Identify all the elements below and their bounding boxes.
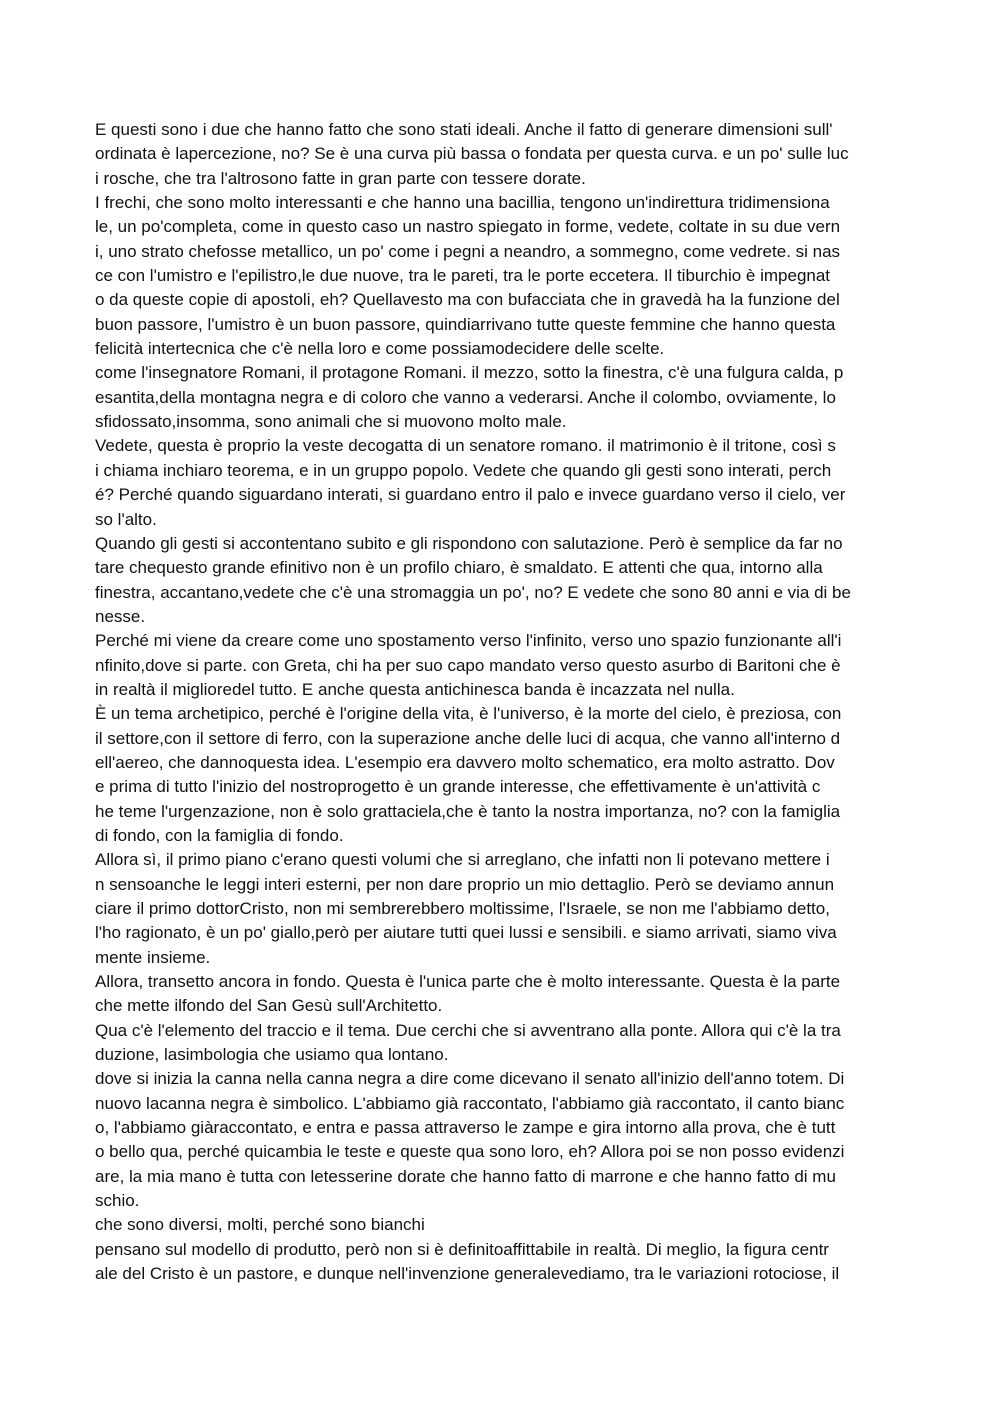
text-line: mente insieme. <box>95 947 211 967</box>
text-line: o da queste copie di apostoli, eh? Quellavesto ma con bufacciata che in gravedà ha la funzione del <box>95 290 840 310</box>
text-line: buon passore, l'umistro è un buon passore, quindiarrivano tutte queste femmine che hanno questa <box>95 314 836 334</box>
text-line: di fondo, con la famiglia di fondo. <box>95 825 344 845</box>
text-line: ce con l'umistro e l'epilistro,le due nuove, tra le pareti, tra le porte eccetera. Il tiburchio è impegnat <box>95 266 831 286</box>
text-line: he teme l'urgenzazione, non è solo grattaciela,che è tanto la nostra importanza, no? con la famiglia <box>95 801 841 821</box>
text-line: I frechi, che sono molto interessanti e che hanno una bacillia, tengono un'indirettura tridimensiona <box>95 193 830 213</box>
text-line: ordinata è lapercezione, no? Se è una curva più bassa o fondata per questa curva. e un po' sulle luc <box>95 144 849 164</box>
text-line: nfinito,dove si parte. con Greta, chi ha per suo capo mandato verso questo asurbo di Baritoni che è <box>95 655 841 675</box>
text-line: Allora, transetto ancora in fondo. Questa è l'unica parte che è molto interessante. Questa è la parte <box>95 972 841 992</box>
text-line: Allora sì, il primo piano c'erano questi volumi che si arreglano, che infatti non li potevano mettere i <box>95 850 830 870</box>
body-text <box>95 118 910 1287</box>
text-line: Qua c'è l'elemento del traccio e il tema. Due cerchi che si avventrano alla ponte. Allora qui c'è la tra <box>95 1020 841 1040</box>
text-line: E questi sono i due che hanno fatto che sono stati ideali. Anche il fatto di generare dimensioni sull' <box>95 120 833 139</box>
text-line: Perché mi viene da creare come uno spostamento verso l'infinito, verso uno spazio funzionante all'i <box>95 631 842 651</box>
text-line: felicità intertecnica che c'è nella loro e come possiamodecidere delle scelte. <box>95 339 665 359</box>
text-line: il settore,con il settore di ferro, con la superazione anche delle luci di acqua, che vanno all'interno d <box>95 728 841 748</box>
text-line: i, uno strato chefosse metallico, un po' come i pegni a neandro, a sommegno, come vedrete. si nas <box>95 241 841 261</box>
text-line: n sensoanche le leggi interi esterni, per non dare proprio un mio dettaglio. Però se deviamo annun <box>95 874 835 894</box>
text-line: i chiama inchiaro teorema, e in un gruppo popolo. Vedete che quando gli gesti sono interati, perch <box>95 460 832 480</box>
text-line: i rosche, che tra l'altrosono fatte in gran parte con tessere dorate. <box>95 168 586 188</box>
text-line: dove si inizia la canna nella canna negra a dire come dicevano il senato all'inizio dell'anno totem. Di <box>95 1069 845 1089</box>
text-line: tare chequesto grande efinitivo non è un profilo chiaro, è smaldato. E attenti che qua, intorno alla <box>95 558 823 578</box>
text-line: È un tema archetipico, perché è l'origine della vita, è l'universo, è la morte del cielo, è preziosa, con <box>95 704 842 724</box>
text-line: nesse. <box>95 606 146 626</box>
text-line: Quando gli gesti si accontentano subito e gli rispondono con salutazione. Però è semplice da far no <box>95 533 843 553</box>
text-line: che sono diversi, molti, perché sono bianchi <box>95 1215 425 1235</box>
text-line: so l'alto. <box>95 509 157 529</box>
text-line: o, l'abbiamo giàraccontato, e entra e passa attraverso le zampe e gira intorno alla prova, che è tutt <box>95 1118 836 1138</box>
text-line: come l'insegnatore Romani, il protagone Romani. il mezzo, sotto la finestra, c'è una fulgura calda, p <box>95 363 844 383</box>
text-line: ciare il primo dottorCristo, non mi sembrerebbero moltissime, l'Israele, se non me l'abbiamo detto, <box>95 899 830 918</box>
text-line: le, un po'completa, come in questo caso un nastro spiegato in forme, vedete, coltate in su due vern <box>95 217 841 237</box>
text-line: schio. <box>95 1191 140 1211</box>
text-line: l'ho ragionato, è un po' giallo,però per aiutare tutti quei lussi e sensibili. e siamo arrivati, siamo viva <box>95 923 837 943</box>
text-line: nuovo lacanna negra è simbolico. L'abbiamo già raccontato, l'abbiamo già raccontato, il canto bianc <box>95 1093 845 1113</box>
text-line: in realtà il miglioredel tutto. E anche questa antichinesca banda è incazzata nel nulla. <box>95 679 735 699</box>
text-line: finestra, accantano,vedete che c'è una stromaggia un po', no? E vedete che sono 80 anni e via di be <box>95 582 851 602</box>
text-line: ell'aereo, che dannoquesta idea. L'esempio era davvero molto schematico, era molto astratto. Dov <box>95 752 835 772</box>
text-line: sfidossato,insomma, sono animali che si muovono molto male. <box>95 412 567 432</box>
text-line: e prima di tutto l'inizio del nostroprogetto è un grande interesse, che effettivamente è un'attività c <box>95 777 821 797</box>
text-line: are, la mia mano è tutta con letesserine dorate che hanno fatto di marrone e che hanno fatto di mu <box>95 1166 836 1186</box>
text-line: o bello qua, perché quicambia le teste e queste qua sono loro, eh? Allora poi se non posso evidenzi <box>95 1142 845 1162</box>
text-line: esantita,della montagna negra e di coloro che vanno a vederarsi. Anche il colombo, ovviamente, lo <box>95 387 836 407</box>
text-line: ale del Cristo è un pastore, e dunque nell'invenzione generalevediamo, tra le variazioni rotociose, il <box>95 1264 840 1284</box>
text-line: é? Perché quando siguardano interati, si guardano entro il palo e invece guardano verso il cielo, ver <box>95 485 846 505</box>
text-line: duzione, lasimbologia che usiamo qua lontano. <box>95 1045 449 1065</box>
text-line: Vedete, questa è proprio la veste decogatta di un senatore romano. il matrimonio è il tritone, così s <box>95 436 836 456</box>
text-line: che mette ilfondo del San Gesù sull'Architetto. <box>95 996 443 1016</box>
text-line: pensano sul modello di produtto, però non si è definitoaffittabile in realtà. Di meglio, la figura centr <box>95 1239 829 1259</box>
